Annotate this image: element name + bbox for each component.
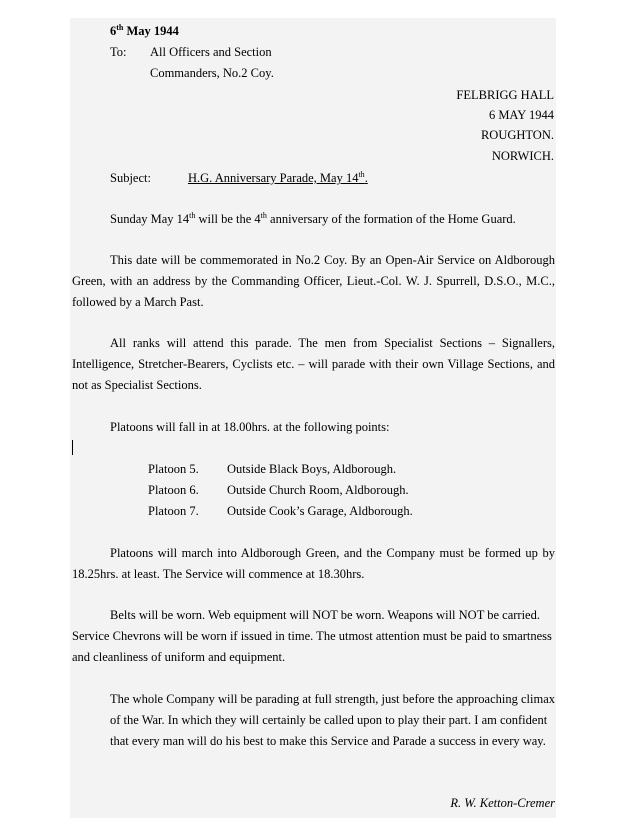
- text-cursor: [72, 440, 73, 455]
- address-line-2: 6 MAY 1944: [488, 108, 554, 122]
- address-line-3: ROUGHTON.: [480, 128, 554, 142]
- paragraph-fall-in: Platoons will fall in at 18.00hrs. at the following points:: [110, 420, 390, 434]
- paragraph-commemoration: This date will be commemorated in No.2 Coy. By an Open-Air Service on Aldborough Green, with an address by the Commanding Officer, Lieut.-Col. W. J. Spurrell, D.S.O., M.C., followed by a March Past.: [72, 253, 555, 309]
- platoon-name: Platoon 6.: [148, 483, 199, 497]
- paragraph-all-ranks: All ranks will attend this parade. The men from Specialist Sections – Signallers, Intelligence, Stretcher-Bearers, Cyclists etc. – will parade with their own Village Sections, and not as Specialist Sections.: [72, 336, 555, 392]
- document-date: 6th May 1944: [110, 23, 179, 38]
- signature: R. W. Ketton-Cremer: [450, 796, 555, 810]
- paragraph-dress: Belts will be worn. Web equipment will NOT be worn. Weapons will NOT be carried. Service Chevrons will be worn if issued in time. The utmost attention must be paid to smartness and cleanliness of uniform and equipment.: [72, 608, 552, 664]
- paragraph-march: Platoons will march into Aldborough Green, and the Company must be formed up by 18.25hrs. at least. The Service will commence at 18.30hrs.: [72, 546, 555, 581]
- platoon-name: Platoon 5.: [148, 462, 199, 476]
- platoon-location: Outside Black Boys, Aldborough.: [227, 462, 397, 476]
- subject-label: Subject:: [110, 171, 151, 185]
- platoon-location: Outside Church Room, Aldborough.: [227, 483, 409, 497]
- to-recipient-line-2: Commanders, No.2 Coy.: [150, 66, 274, 80]
- paragraph-closing: The whole Company will be parading at full strength, just before the approaching climax of the War. In which they will certainly be called upon to play their part. I am confident that every man will do his best to make this Service and Parade a success in every way.: [110, 692, 556, 748]
- address-line-4: NORWICH.: [491, 149, 554, 163]
- address-line-1: FELBRIGG HALL: [456, 88, 554, 102]
- paragraph-anniversary: Sunday May 14th will be the 4th anniversary of the formation of the Home Guard.: [110, 211, 516, 226]
- platoon-name: Platoon 7.: [148, 504, 199, 518]
- platoon-location: Outside Cook’s Garage, Aldborough.: [227, 504, 413, 518]
- to-label: To:: [110, 45, 127, 59]
- subject-text: H.G. Anniversary Parade, May 14th.: [188, 170, 368, 185]
- to-recipient-line-1: All Officers and Section: [150, 45, 272, 59]
